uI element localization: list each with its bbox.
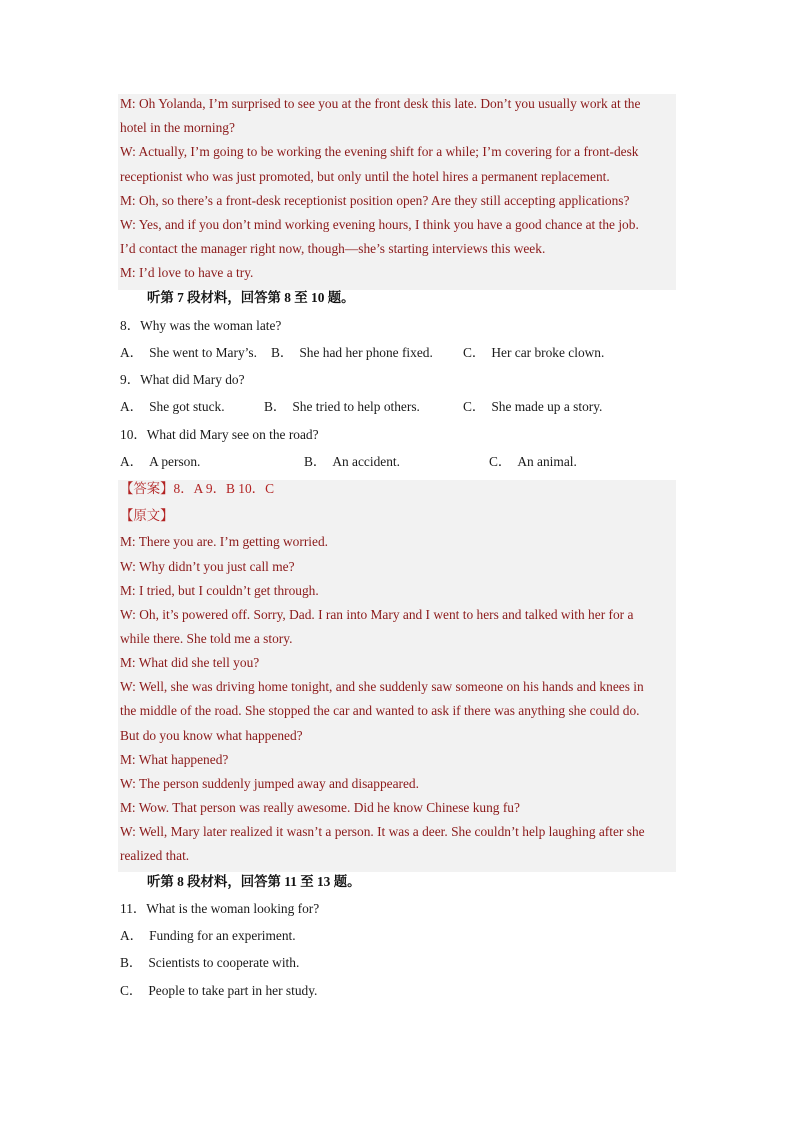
dialogue-line: W: Actually, I’m going to be working the evening shift for a while; I’m covering for a front-desk xyxy=(120,144,639,159)
dialogue-line: M: I tried, but I couldn’t get through. xyxy=(120,583,319,598)
option-c: C． She made up a story. xyxy=(463,399,603,414)
dialogue-line: hotel in the morning? xyxy=(120,120,235,135)
dialogue-line: W: The person suddenly jumped away and disappeared. xyxy=(120,776,419,791)
question-stem: 11．What is the woman looking for? xyxy=(120,901,320,916)
section-heading: 听第 7 段材料，回答第 8 至 10 题。 xyxy=(147,290,355,305)
dialogue-line: W: Why didn’t you just call me? xyxy=(120,559,295,574)
question-stem: 9．What did Mary do? xyxy=(120,372,245,387)
option-b: B． Scientists to cooperate with. xyxy=(120,955,300,970)
option-a: A． Funding for an experiment. xyxy=(120,928,296,943)
option-a: A． She went to Mary’s. xyxy=(120,345,257,360)
section-heading: 听第 8 段材料，回答第 11 至 13 题。 xyxy=(147,874,361,889)
option-a: A． She got stuck. xyxy=(120,399,225,414)
question-stem: 10．What did Mary see on the road? xyxy=(120,427,319,442)
dialogue-line: the middle of the road. She stopped the car and wanted to ask if there was anything she could do. xyxy=(120,703,640,718)
option-c: C． An animal. xyxy=(489,454,577,469)
dialogue-line: M: What happened? xyxy=(120,752,229,767)
dialogue-line: realized that. xyxy=(120,848,190,863)
option-a: A． A person. xyxy=(120,454,201,469)
dialogue-line: W: Well, she was driving home tonight, and she suddenly saw someone on his hands and knees in xyxy=(120,679,644,694)
option-b: B． She had her phone fixed. xyxy=(271,345,433,360)
question-stem: 8．Why was the woman late? xyxy=(120,318,282,333)
dialogue-line: W: Well, Mary later realized it wasn’t a person. It was a deer. She couldn’t help laughing after she xyxy=(120,824,645,839)
dialogue-line: W: Oh, it’s powered off. Sorry, Dad. I ran into Mary and I went to hers and talked with her for a xyxy=(120,607,634,622)
option-c: C． People to take part in her study. xyxy=(120,983,318,998)
dialogue-line: But do you know what happened? xyxy=(120,728,303,743)
dialogue-line: M: Wow. That person was really awesome. Did he know Chinese kung fu? xyxy=(120,800,520,815)
option-c: C． Her car broke clown. xyxy=(463,345,605,360)
answer-key: 【答案】8．A 9．B 10．C xyxy=(120,481,275,496)
dialogue-line: receptionist who was just promoted, but only until the hotel hires a permanent replacement. xyxy=(120,169,610,184)
dialogue-line: while there. She told me a story. xyxy=(120,631,293,646)
dialogue-line: M: Oh, so there’s a front-desk receptionist position open? Are they still accepting applications? xyxy=(120,193,630,208)
dialogue-line: M: I’d love to have a try. xyxy=(120,265,254,280)
dialogue-line: M: There you are. I’m getting worried. xyxy=(120,534,328,549)
dialogue-line: W: Yes, and if you don’t mind working evening hours, I think you have a good chance at the job. xyxy=(120,217,639,232)
option-b: B． She tried to help others. xyxy=(264,399,420,414)
original-text-label: 【原文】 xyxy=(120,508,174,523)
dialogue-line: I’d contact the manager right now, though—she’s starting interviews this week. xyxy=(120,241,546,256)
dialogue-line: M: What did she tell you? xyxy=(120,655,260,670)
dialogue-line: M: Oh Yolanda, I’m surprised to see you at the front desk this late. Don’t you usually work at the xyxy=(120,96,641,111)
option-b: B． An accident. xyxy=(304,454,400,469)
